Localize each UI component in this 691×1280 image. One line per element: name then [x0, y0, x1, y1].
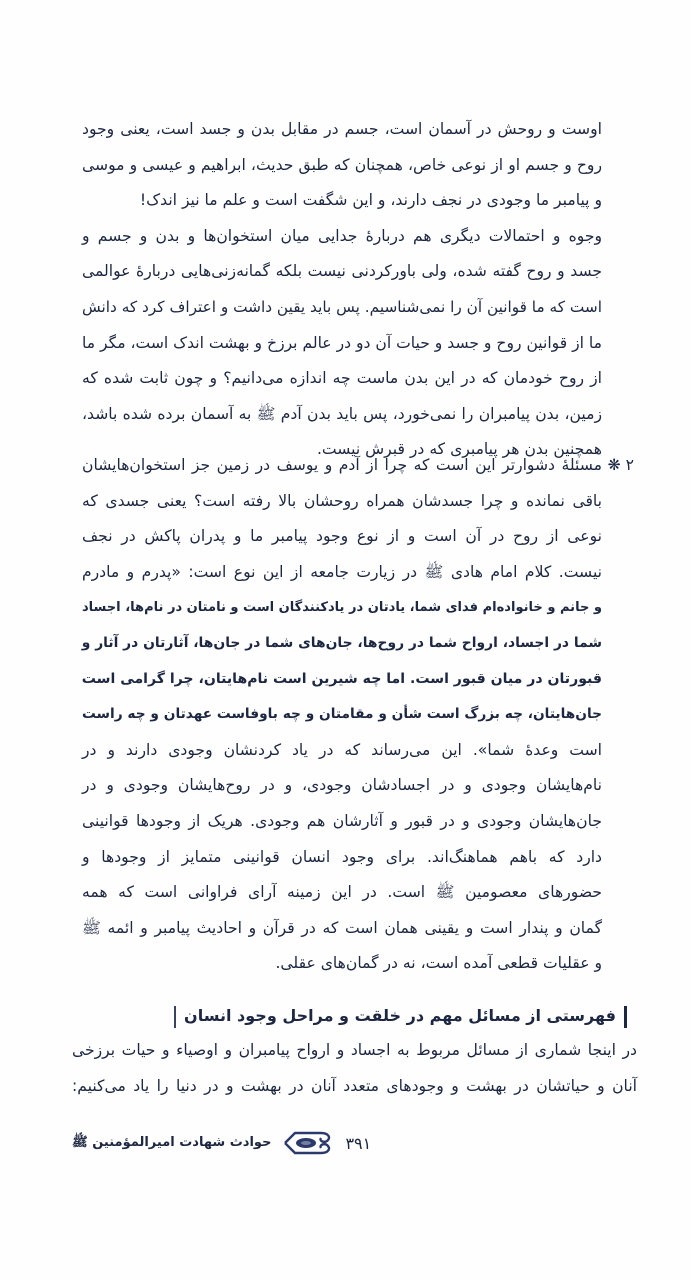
footnote-line: نیست. کلام امام هادی ﷺ در زیارت جامعه از این نوع است: «پدرم و مادرم	[82, 562, 602, 581]
text-line: در اینجا شماری از مسائل مربوط به اجساد و ارواح پیامبران و اوصیاء و حیات برزخی	[72, 1041, 637, 1059]
text-line: زمین، بدن پیامبران را نمی‌خورد، پس باید بدن آدم ﷺ به آسمان برده شده باشد،	[82, 404, 602, 423]
section-heading-text: فهرستی از مسائل مهم در خلقت و مراحل وجود انسان	[184, 1006, 616, 1025]
footnote-line: باقی نمانده و چرا جسدشان همراه روحشان بالا رفته است؟ یعنی جسدی که	[82, 491, 602, 510]
footnote-line: مسئلهٔ دشوارتر این است که چرا از آدم و یوسف در زمین جز استخوان‌هایشان	[82, 456, 602, 474]
book-ornament-icon	[281, 1128, 335, 1158]
quote-line: قبورتان در میان قبور است. اما چه شیرین است نام‌هایتان، چرا گرامی است	[81, 670, 602, 687]
quote-line: و جانم و خانواده‌ام فدای شما، یادتان در یادکنندگان است و نامتان در نام‌ها، اجساد	[81, 600, 602, 616]
text-line: و پیامبر ما وجودی در نجف دارند، و این شگفت است و علم ما نیز اندک!	[139, 191, 602, 210]
footnote-line: و عقلیات قطعی آمده است، نه در گمان‌های عقلی.	[275, 954, 602, 973]
text-line: جسد و روح گفته شده، ولی باورکردنی نیست بلکه گمانه‌زنی‌هایی دربارهٔ عوالمی	[82, 262, 602, 281]
text-line: از روح خودمان که در این بدن ماست چه اندازه می‌دانیم؟ و چون ثابت شده که	[82, 369, 602, 388]
footnote-line: نوعی از روح در آن است و از نوع وجود پیامبر ما و پدران پاکش در نجف	[82, 527, 602, 546]
footnote-marker: ۲ ❋	[607, 456, 634, 474]
page-number: ۳۹۱	[345, 1133, 372, 1153]
footnote-line: دارد که باهم هماهنگ‌اند. برای وجود انسان قوانینی متمایز از وجودها و	[82, 847, 602, 866]
section-intro	[72, 1033, 637, 1104]
page-footer	[72, 1123, 377, 1163]
text-line: روح و جسم او از نوعی خاص، همچنان که طبق حدیث، ابراهیم و عیسی و موسی	[82, 155, 602, 174]
text-line: آنان و حیاتشان در بهشت و وجودهای متعدد آنان در بهشت و در دنیا را یاد می‌کنیم:	[72, 1076, 637, 1095]
quote-line: شما در اجساد، ارواح شما در روح‌ها، جان‌های شما در جان‌ها، آثارتان در آثار و	[81, 634, 602, 651]
footnote-line: گمان و پندار است و یقینی همان است که در قرآن و احادیث پیامبر و ائمه ﷺ	[82, 918, 602, 937]
footnote-line: جان‌هایشان وجودی و در قبور و آثارشان هم وجودی. هریک از وجودها قوانینی	[82, 811, 602, 830]
text-line: است که ما قوانین آن را نمی‌شناسیم. پس باید یقین داشت و اعتراف کرد که دانش	[82, 297, 602, 316]
footnote-line: است وعدهٔ شما». این می‌رساند که در یاد کردنشان وجودی دارند و در	[82, 740, 602, 759]
running-book-title: حوادث شهادت امیرالمؤمنین ﷺ	[72, 1134, 272, 1150]
text-line: ما از قوانین روح و جسد و حیات آن دو در عالم برزخ و بهشت اندک است، مگر ما	[82, 333, 602, 352]
quote-line: جان‌هایتان، چه بزرگ است شأن و مقامتان و چه باوفاست عهدتان و چه راست	[82, 706, 602, 723]
text-line: همچنین بدن هر پیامبری که در قبرش نیست.	[316, 440, 602, 459]
heading-bar-start	[624, 1006, 627, 1028]
footnote-2	[81, 448, 634, 982]
text-line: وجوه و احتمالات دیگری هم دربارهٔ جدایی میان استخوان‌ها و بدن و جسم و	[82, 226, 602, 245]
footnote-line: حضورهای معصومین ﷺ است. در این زمینه آرای فراوانی است که همه	[82, 883, 602, 902]
paragraph-continuation	[82, 112, 602, 468]
section-heading	[166, 1000, 635, 1032]
text-line: اوست و روحش در آسمان است، جسم در مقابل بدن و جسد است، یعنی وجود	[82, 120, 602, 138]
heading-bar-end	[174, 1006, 176, 1028]
footnote-line: نام‌هایشان وجودی و در اجسادشان وجودی، و در روح‌هایشان وجودی و در	[82, 776, 602, 795]
